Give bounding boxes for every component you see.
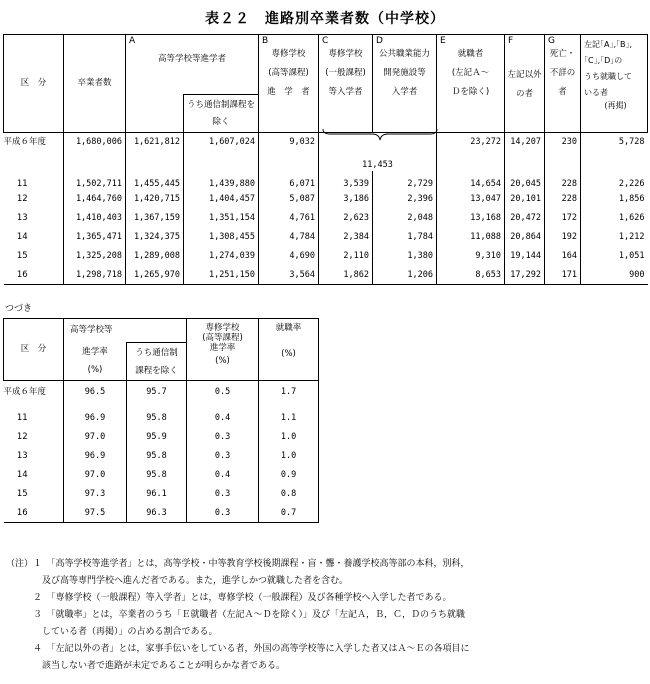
rate-cell-b: 95.8 (127, 409, 187, 428)
rate-cell-c: 0.3 (187, 504, 259, 523)
rate-cell-year: 13 (4, 447, 64, 466)
header-b-line2: (高等課程) (268, 68, 309, 79)
table-row (4, 209, 648, 228)
header-a-blank (126, 95, 184, 133)
header-f-line2: の者 (516, 89, 534, 100)
cell-h: 1,212 (618, 231, 645, 242)
header-h-line5: (再掲) (604, 101, 627, 110)
header-row-top (4, 35, 648, 95)
rate-header-sen-unit: (%) (215, 356, 230, 366)
cell-g: 228 (545, 190, 581, 209)
rate-cell-year: 平成６年度 (4, 381, 64, 409)
header-b (259, 35, 319, 133)
footnote-line: （注）１ 「高等学校等進学者」とは，高等学校・中等教育学校後期課程・盲・聾・養護学校高等部の本科，別科， (6, 559, 470, 569)
continued-label: つづき (5, 304, 33, 314)
rate-table-row (4, 381, 319, 409)
rate-cell-c: 0.3 (187, 428, 259, 447)
rate-cell-c: 0.3 (187, 447, 259, 466)
header-d-letter: D (376, 36, 383, 46)
rate-header-kubun: 区 分 (4, 319, 64, 381)
cell-a_sub: 1,351,154 (184, 209, 259, 228)
cell-year: 13 (4, 209, 64, 228)
rate-table-row (4, 504, 319, 523)
cell-g: 228 (545, 171, 581, 190)
header-h (581, 35, 648, 133)
cell-a_sub: 1,607,024 (184, 133, 259, 171)
rate-table-row (4, 485, 319, 504)
rate-header-sub-line2: 課程を除く (135, 365, 178, 376)
cell-c: 2,384 (319, 228, 373, 247)
cell-d: 1,206 (373, 266, 437, 285)
cell-grad: 1,502,711 (64, 171, 126, 190)
cell-f: 14,207 (505, 133, 545, 171)
table-row (4, 247, 648, 266)
rate-header-shu-unit: (%) (281, 349, 296, 360)
rate-header-top (4, 319, 319, 343)
cell-year: 16 (4, 266, 64, 285)
header-d (373, 35, 437, 133)
cell-a_sub: 1,439,880 (184, 171, 259, 190)
cell-f: 20,045 (505, 171, 545, 190)
cell-g: 230 (545, 133, 581, 171)
rate-header-koko: 高等学校等 (64, 319, 187, 343)
header-b-line3: 進 学 者 (267, 87, 310, 98)
rate-cell-d: 0.7 (259, 504, 319, 523)
header-c (319, 35, 373, 133)
cell-c: 2,110 (319, 247, 373, 266)
cell-f: 19,144 (505, 247, 545, 266)
cell-f: 17,292 (505, 266, 545, 285)
header-f (505, 35, 545, 133)
rate-cell-a: 96.9 (64, 447, 127, 466)
header-a-letter: A (129, 36, 136, 46)
cell-a: 1,621,812 (126, 133, 184, 171)
rate-cell-d: 0.8 (259, 485, 319, 504)
cell-f: 20,864 (505, 228, 545, 247)
rate-table-body (4, 381, 319, 523)
header-c-line1: 専修学校 (328, 49, 363, 59)
cell-b: 6,071 (259, 171, 319, 190)
cell-b: 4,784 (259, 228, 319, 247)
cell-f: 20,101 (505, 190, 545, 209)
header-g-letter: G (548, 36, 555, 46)
header-e-line3: Ｄを除く) (451, 87, 490, 98)
rate-header-koko-line2: 進学率 (82, 347, 108, 358)
cell-e: 13,047 (437, 190, 505, 209)
cell-e: 9,310 (437, 247, 505, 266)
cell-a: 1,324,375 (126, 228, 184, 247)
cell-f: 20,472 (505, 209, 545, 228)
cell-b: 4,761 (259, 209, 319, 228)
header-g (545, 35, 581, 133)
rate-table-row (4, 447, 319, 466)
header-b-line1: 専修学校 (271, 49, 306, 59)
cell-h: 5,728 (618, 137, 645, 147)
rate-header-sub-line1: うち通信制 (135, 347, 178, 358)
table-row (4, 190, 648, 209)
rate-header-sen (187, 319, 259, 381)
rate-cell-c: 0.4 (187, 409, 259, 428)
cell-e: 14,654 (437, 171, 505, 190)
rate-cell-d: 1.0 (259, 447, 319, 466)
cell-h: 1,856 (618, 193, 645, 204)
cell-e: 23,272 (437, 133, 505, 171)
header-d-line1: 公共職業能力 (379, 49, 431, 59)
table-row (4, 228, 648, 247)
cell-year: 平成６年度 (4, 133, 64, 171)
main-table (3, 34, 648, 285)
rate-cell-d: 0.9 (259, 466, 319, 485)
rate-cell-b: 95.9 (127, 428, 187, 447)
rate-cell-c: 0.3 (187, 485, 259, 504)
header-e-line1: 就職者 (457, 49, 484, 59)
header-h-line3: うち就職して (584, 72, 633, 81)
cell-d: 2,729 (373, 171, 437, 190)
header-h-line1: 左記｢A｣,｢B｣, (584, 40, 633, 49)
cell-grad: 1,464,760 (64, 190, 126, 209)
header-c-line2: (一般課程) (325, 68, 366, 79)
header-e-line2: (左記Ａ～ (451, 68, 490, 79)
table-row (4, 171, 648, 190)
cell-c: 3,539 (319, 171, 373, 190)
header-a-sub: うち通信制課程を除く (184, 95, 259, 133)
rate-cell-c: 0.5 (187, 381, 259, 409)
rate-table-row (4, 428, 319, 447)
rate-cell-c: 0.4 (187, 466, 259, 485)
header-c-line3: 等入学者 (328, 87, 363, 98)
header-e (437, 35, 505, 133)
footnote-line: ２ 「専修学校（一般課程）等入学者」とは，専修学校（一般課程）及び各種学校へ入学した者である。 (6, 593, 452, 603)
cell-c: 3,186 (319, 190, 373, 209)
cell-a_sub: 1,404,457 (184, 190, 259, 209)
cell-a: 1,265,970 (126, 266, 184, 285)
cell-e: 13,168 (437, 209, 505, 228)
cell-b: 4,690 (259, 247, 319, 266)
cell-e: 8,653 (437, 266, 505, 285)
header-g-line3: 者 (558, 87, 567, 98)
cell-year: 12 (4, 190, 64, 209)
rate-header-sen-line1: 専修学校 (205, 323, 240, 333)
rate-cell-year: 14 (4, 466, 64, 485)
cell-d: 2,396 (373, 190, 437, 209)
rate-table (3, 318, 319, 523)
rate-cell-b: 96.3 (127, 504, 187, 523)
cell-g: 171 (545, 266, 581, 285)
cell-d: 1,784 (373, 228, 437, 247)
header-e-letter: E (440, 36, 446, 46)
cell-a_sub: 1,308,455 (184, 228, 259, 247)
header-g-line2: 不詳の (549, 68, 576, 79)
cell-d: 1,380 (373, 247, 437, 266)
header-d-line2: 開発施設等 (383, 68, 426, 79)
cell-grad: 1,325,208 (64, 247, 126, 266)
cell-g: 192 (545, 228, 581, 247)
rate-cell-a: 97.3 (64, 485, 127, 504)
header-kubun: 区 分 (4, 35, 64, 133)
cell-h: 1,626 (618, 212, 645, 223)
cell-grad: 1,365,471 (64, 228, 126, 247)
rate-cell-d: 1.1 (259, 409, 319, 428)
cell-a_sub: 1,274,039 (184, 247, 259, 266)
cell-year: 15 (4, 247, 64, 266)
rate-header-shu (259, 319, 319, 381)
header-d-line3: 入学者 (391, 87, 418, 98)
table-title: 表２２ 進路別卒業者数（中学校） (205, 11, 445, 27)
rate-cell-year: 12 (4, 428, 64, 447)
cell-a: 1,420,715 (126, 190, 184, 209)
header-a-label: 高等学校等進学者 (158, 54, 227, 65)
cell-e: 11,088 (437, 228, 505, 247)
rate-cell-b: 95.8 (127, 447, 187, 466)
rate-cell-year: 15 (4, 485, 64, 504)
cell-year: 14 (4, 228, 64, 247)
rate-cell-b: 95.8 (127, 466, 187, 485)
header-b-letter: B (262, 36, 269, 46)
cell-a: 1,367,159 (126, 209, 184, 228)
footnotes (6, 556, 646, 675)
cell-c: 1,862 (319, 266, 373, 285)
cell-d: 2,048 (373, 209, 437, 228)
cell-a_sub: 1,251,150 (184, 266, 259, 285)
cell-h: 2,226 (618, 179, 645, 190)
rate-header-sen-line3: 進学率 (209, 343, 236, 353)
cell-h: 900 (581, 266, 648, 285)
rate-cell-a: 96.5 (64, 381, 127, 409)
rate-header-sen-line2: (高等課程) (202, 333, 243, 343)
rate-cell-a: 97.0 (64, 428, 127, 447)
footnote-line: ４ 「左記以外の者」とは，家事手伝いをしている者，外国の高等学校等に入学した者又はＡ～Ｅの各項目に (6, 644, 470, 654)
cell-c: 2,623 (319, 209, 373, 228)
cell-b: 3,564 (259, 266, 319, 285)
cell-grad: 1,298,718 (64, 266, 126, 285)
rate-cell-b: 96.1 (127, 485, 187, 504)
header-a (126, 35, 259, 95)
cell-g: 164 (545, 247, 581, 266)
header-sotsugyo: 卒業者数 (64, 35, 126, 133)
main-table-body (4, 133, 648, 285)
rate-table-row (4, 409, 319, 428)
rate-cell-a: 97.0 (64, 466, 127, 485)
rate-cell-year: 16 (4, 504, 64, 523)
rate-cell-a: 96.9 (64, 409, 127, 428)
cell-year: 11 (4, 171, 64, 190)
table-row (4, 266, 648, 285)
combined-cd-brace (322, 128, 438, 142)
footnote-line: ３ 「就職率」とは，卒業者のうち「Ｅ就職者（左記Ａ～Ｄを除く）」及び「左記Ａ，Ｂ，Ｃ，Ｄのうち就職 (6, 610, 466, 620)
cell-a: 1,289,008 (126, 247, 184, 266)
header-g-line1: 死亡・ (549, 49, 576, 59)
cell-a: 1,455,445 (126, 171, 184, 190)
rate-header-koko-rate (64, 343, 127, 381)
cell-g: 172 (545, 209, 581, 228)
footnote-line: 及び高等専門学校へ進んだ者である。また，進学しかつ就職した者を含む。 (6, 576, 349, 586)
cell-grad: 1,410,403 (64, 209, 126, 228)
cell-cd-combined: 11,453 (319, 133, 437, 171)
rate-cell-a: 97.5 (64, 504, 127, 523)
header-c-letter: C (322, 36, 329, 46)
cell-h: 1,051 (618, 250, 645, 261)
rate-cell-b: 95.7 (127, 381, 187, 409)
rate-header-koko-unit: (%) (87, 365, 103, 376)
rate-cell-d: 1.7 (259, 381, 319, 409)
header-h-line4: いる者 (584, 88, 609, 97)
cell-b: 9,032 (259, 133, 319, 171)
cell-b: 5,087 (259, 190, 319, 209)
cell-grad: 1,680,006 (64, 133, 126, 171)
footnote-line: 該当しない者で進路が未定であることが明らかな者である。 (6, 661, 286, 671)
rate-table-row (4, 466, 319, 485)
rate-cell-d: 1.0 (259, 428, 319, 447)
header-h-line2: ｢C｣,｢D｣の (584, 56, 623, 65)
footnote-line: している者（再掲）」の占める割合である。 (6, 627, 218, 637)
rate-header-sub (127, 343, 187, 381)
header-f-letter: F (508, 36, 514, 46)
rate-header-shu-line1: 就職率 (275, 323, 302, 333)
header-f-line1: 左記以外 (507, 70, 542, 80)
rate-cell-year: 11 (4, 409, 64, 428)
